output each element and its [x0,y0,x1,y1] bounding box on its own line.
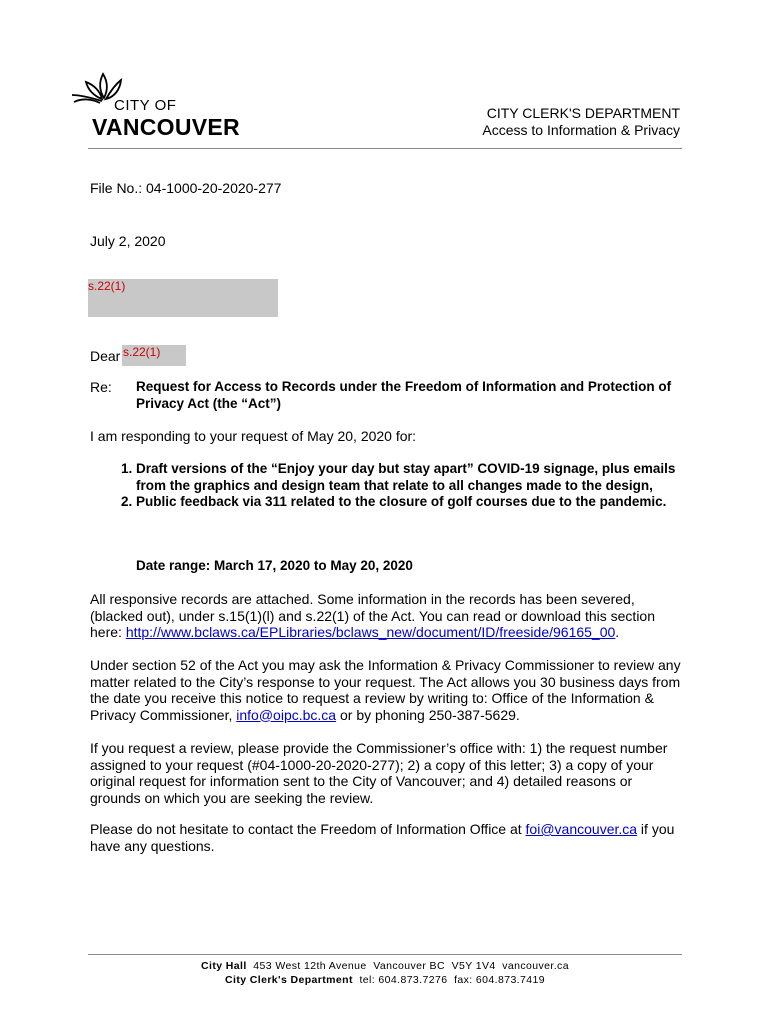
address-redaction-box [88,279,278,317]
division-name: Access to Information & Privacy [482,122,680,138]
paragraph-contact-end: if you have any questions. [90,821,675,854]
request-list [118,461,696,511]
footer-dept: City Clerk's Department [225,974,353,986]
paragraph-records [90,591,682,641]
re-label: Re: [90,379,112,395]
salutation-redaction-code: s.22(1) [123,345,161,359]
footer-divider [88,954,682,955]
paragraph-review-end: or by phoning 250-387-5629. [336,706,520,723]
paragraph-contact [90,821,682,854]
date-range: Date range: March 17, 2020 to May 20, 2020 [136,558,413,573]
footer-address-text: 453 West 12th Avenue Vancouver BC V5Y 1V4 vancouver.ca [246,960,569,972]
city-logo [66,68,256,144]
footer-address [88,960,682,972]
letter-date: July 2, 2020 [90,233,166,249]
department-name: CITY CLERK'S DEPARTMENT [486,105,680,121]
paragraph-contact-text: Please do not hesitate to contact the Freedom of Information Office at [90,821,526,837]
header-divider [88,148,682,149]
intro-text: I am responding to your request of May 20, 2020 for: [90,428,417,444]
paragraph-records-end: . [615,624,620,640]
logo-line-city-of: CITY OF [114,97,177,114]
bclaws-link[interactable]: http://www.bclaws.ca/EPLibraries/bclaws_new/document/ID/freeside/96165_00 [125,624,616,640]
salutation-redaction-box [122,345,186,366]
request-item: 1. Draft versions of the “Enjoy your day but stay apart” COVID-19 signage, plus emails from the graphics and design team that relate to all changes made to the design, [136,461,696,494]
footer-contact-text: tel: 604.873.7276 fax: 604.873.7419 [352,974,545,986]
footer-contact [88,974,682,986]
foi-email-link[interactable]: foi@vancouver.ca [525,821,638,837]
logo-line-vancouver: VANCOUVER [92,114,240,140]
department-header [482,105,680,139]
paragraph-review-text: Under section 52 of the Act you may ask the Information & Privacy Commissioner to review any matter related to the City’s response to your request. The Act allows you 30 business days from the date you receive this notice to request a review by writing to: Office of the Information & Privacy Commissioner, [90,657,681,723]
re-subject: Request for Access to Records under the Freedom of Information and Protection of Privacy Act (the “Act”) [136,379,672,411]
paragraph-records-text: All responsive records are attached. Some information in the records has been severed, (blacked out), under s.15(1)(l) and s.22(1) of the Act. You can read or download this section here: [90,591,655,640]
paragraph-review [90,657,682,723]
paragraph-review-details: If you request a review, please provide the Commissioner’s office with: 1) the request number assigned to your request (#04-1000-20-2020-277); 2) a copy of this letter; 3) a copy of your original request for information sent to the City of Vancouver; and 4) detailed reasons or grounds on which you are seeking the review. [90,740,668,806]
address-redaction-code: s.22(1) [88,279,126,293]
file-number: File No.: 04-1000-20-2020-277 [90,180,282,196]
salutation: Dear [90,348,121,364]
request-item: 2. Public feedback via 311 related to the closure of golf courses due to the pandemic. [136,494,696,511]
footer-city-hall: City Hall [201,960,247,972]
oipc-email-link[interactable]: info@oipc.bc.ca [236,706,337,723]
